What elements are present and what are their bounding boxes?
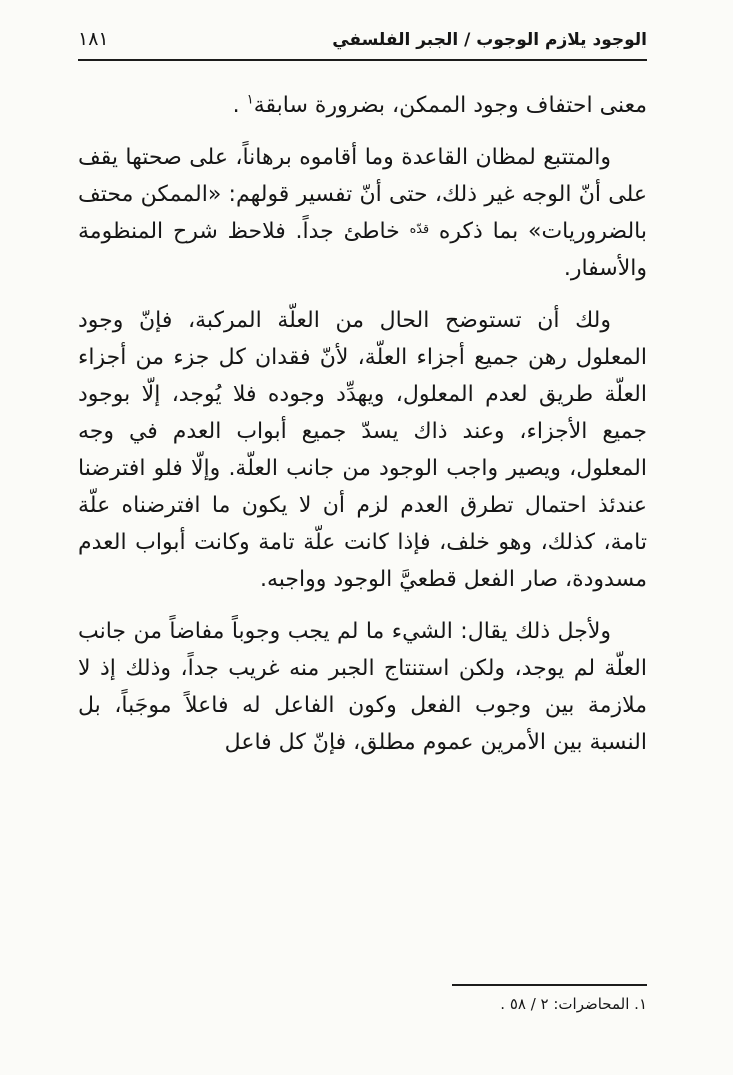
page-header <box>78 28 647 50</box>
footnote-area <box>78 984 647 1013</box>
paragraph <box>78 87 647 124</box>
page-number: ١٨١ <box>78 28 109 50</box>
footnote: ١. المحاضرات: ٢ / ٥٨ . <box>500 995 647 1013</box>
footnote-ref: ١ <box>246 92 254 108</box>
paragraph-text: . <box>232 93 247 118</box>
running-head-title: الوجود يلازم الوجوب / الجبر الفلسفي <box>332 30 647 50</box>
paragraph <box>78 302 647 598</box>
paragraph-text: ولأجل ذلك يقال: الشيء ما لم يجب وجوباً مفاضاً من جانب العلّة لم يوجد، ولكن استنتاج الجبر منه غريب جداً، وذلك إذ لا ملازمة بين وجوب الفعل وكون الفاعل له فاعلاً موجَباً، بل النسبة بين الأمرين عموم مطلق، فإنّ كل فاعل <box>78 619 647 755</box>
paragraph <box>78 613 647 761</box>
body-text <box>78 87 647 761</box>
paragraph-text: والمتتبع لمظان القاعدة وما أقاموه برهاناً، على صحتها يقف على أنّ الوجه غير ذلك، حتى أنّ تفسير قولهم: «الممكن محتف بالضروريات» بما ذكره <box>78 145 648 244</box>
paragraph-text: خاطئ جداً. فلاحظ شرح المنظومة والأسفار. <box>78 219 647 281</box>
paragraph-text: معنى احتفاف وجود الممكن، بضرورة سابقة <box>253 93 647 118</box>
honorific-mark: قدّه <box>409 222 430 237</box>
paragraph <box>78 139 647 287</box>
footnote-divider <box>452 984 647 986</box>
paragraph-text: ولك أن تستوضح الحال من العلّة المركبة، فإنّ وجود المعلول رهن جميع أجزاء العلّة، لأنّ فقدان كل جزء من أجزاء العلّة طريق لعدم المعلول، ويهدِّد وجوده فلا يُوجد، إلّا بوجود جميع الأجزاء، وعند ذاك يسدّ جميع أبواب العدم في وجه المعلول، ويصير واجب الوجود من جانب العلّة. وإلّا فلو افترضنا عندئذ احتمال تطرق العدم لزم أن لا يكون ما افترضناه علّة تامة، كذلك، وهو خلف، فإذا كانت علّة تامة وكانت أبواب العدم مسدودة، صار الفعل قطعيَّ الوجود وواجبه. <box>78 308 647 592</box>
header-divider <box>78 59 647 61</box>
